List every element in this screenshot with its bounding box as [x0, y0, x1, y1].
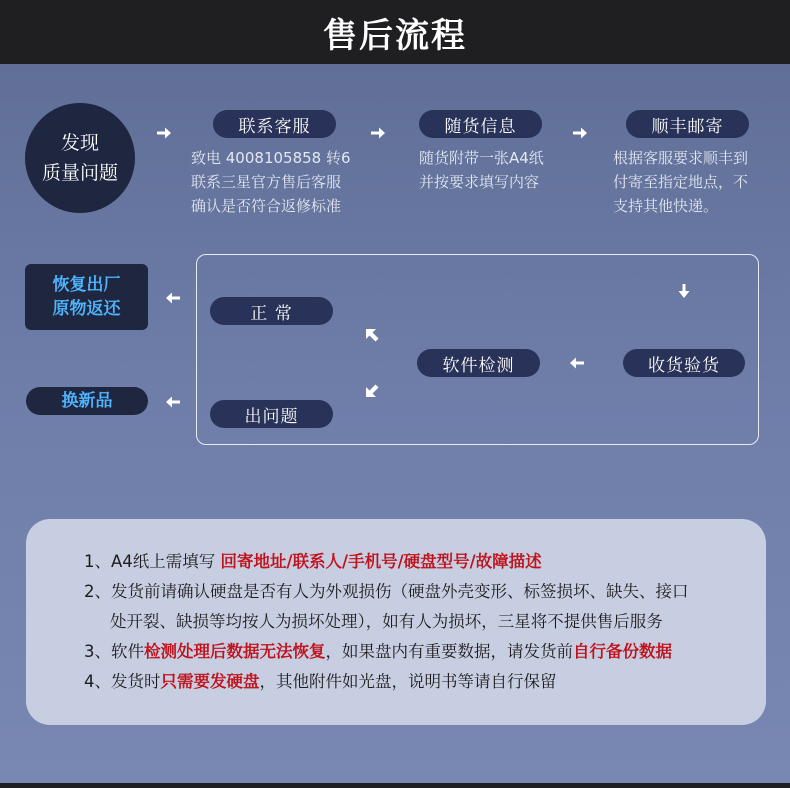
step-discover-line1: 发现 [60, 132, 99, 154]
arrow-left-icon [569, 355, 585, 371]
step-contact-desc-line: 致电 4008105858 转6 [191, 149, 351, 167]
note-text: 处开裂、缺损等均按人为损坏处理），如有人为损坏，三星将不提供售后服务 [110, 612, 663, 631]
step-discover-circle [25, 103, 135, 213]
note-item-3 [84, 637, 766, 667]
note-item-2 [84, 577, 766, 607]
note-highlight: 自行备份数据 [573, 642, 672, 661]
header-bar [0, 0, 790, 64]
note-text: 1、A4纸上需填写 [84, 552, 221, 571]
notes-panel [26, 519, 766, 725]
arrow-down-icon [676, 283, 692, 299]
note-text: ，如果盘内有重要数据，请发货前 [325, 642, 573, 661]
software-detect-label: 软件检测 [442, 355, 515, 376]
step-package-info-pill [419, 110, 542, 138]
normal-result-pill [210, 297, 333, 325]
restore-factory-line1: 恢复出厂 [52, 275, 121, 295]
step-package-info-desc-line: 随货附带一张A4纸 [419, 149, 544, 167]
note-text: 2、发货前请确认硬盘是否有人为外观损伤（硬盘外壳变形、标签损坏、缺失、接口 [84, 582, 689, 601]
step-contact-desc-line: 联系三星官方售后客服 [191, 173, 342, 191]
restore-factory-box [25, 264, 148, 330]
arrow-left-icon [165, 394, 181, 410]
step-shipping-desc-line: 根据客服要求顺丰到 [613, 149, 749, 167]
bottom-bar [0, 783, 790, 788]
note-item-2-continued [84, 607, 766, 637]
step-shipping-pill [626, 110, 749, 138]
arrow-right-icon [572, 125, 588, 141]
receive-inspect-label: 收货验货 [648, 355, 720, 376]
replace-new-box [26, 387, 148, 415]
step-contact-desc [191, 146, 351, 218]
note-text: 4、发货时 [84, 672, 161, 691]
note-highlight: 只需要发硬盘 [160, 672, 260, 691]
step-package-info-desc-line: 并按要求填写内容 [419, 173, 540, 191]
step-shipping-desc-line: 支持其他快递。 [613, 197, 719, 215]
step-discover-line2: 质量问题 [41, 162, 118, 184]
receive-inspect-pill [623, 349, 745, 377]
normal-result-label: 正 常 [250, 303, 293, 324]
step-shipping-label: 顺丰邮寄 [651, 116, 724, 137]
arrow-right-icon [370, 125, 386, 141]
replace-new-label: 换新品 [61, 391, 113, 411]
arrow-left-icon [165, 290, 181, 306]
note-highlight: 检测处理后数据无法恢复 [144, 642, 326, 661]
step-shipping-desc-line: 付寄至指定地点，不 [613, 173, 749, 191]
page-title: 售后流程 [323, 15, 467, 56]
note-highlight: 回寄地址/联系人/手机号/硬盘型号/故障描述 [220, 552, 542, 571]
arrow-down-left-icon [364, 383, 380, 399]
arrow-up-left-icon [364, 327, 380, 343]
problem-result-label: 出问题 [244, 406, 299, 427]
step-contact-desc-line: 确认是否符合返修标准 [191, 197, 342, 215]
note-text: ，其他附件如光盘，说明书等请自行保留 [259, 672, 557, 691]
step-contact-label: 联系客服 [238, 116, 311, 137]
restore-factory-line2: 原物返还 [52, 299, 121, 319]
arrow-right-icon [156, 125, 172, 141]
note-item-1 [84, 547, 766, 577]
step-shipping-desc [613, 146, 748, 218]
problem-result-pill [210, 400, 333, 428]
note-text: 3、软件 [84, 642, 144, 661]
software-detect-pill [417, 349, 540, 377]
step-contact-pill [213, 110, 336, 138]
step-package-info-desc [419, 146, 544, 194]
note-item-4 [84, 667, 766, 697]
step-package-info-label: 随货信息 [444, 116, 517, 137]
